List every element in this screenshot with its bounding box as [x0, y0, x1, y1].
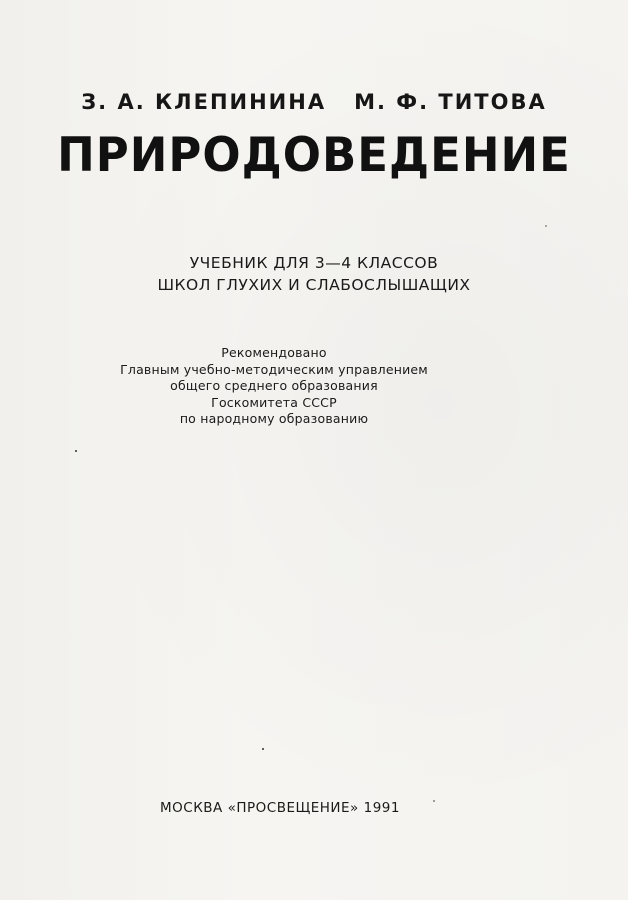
- publisher-imprint: МОСКВА «ПРОСВЕЩЕНИЕ» 1991: [160, 800, 400, 816]
- book-subtitle: [0, 252, 628, 296]
- subtitle-line-2: ШКОЛ ГЛУХИХ И СЛАБОСЛЫШАЩИХ: [157, 276, 471, 294]
- recommendation-line: Рекомендовано: [221, 345, 327, 360]
- paper-speck: [262, 748, 264, 750]
- paper-speck: [433, 800, 435, 802]
- recommendation-line: по народному образованию: [179, 411, 369, 426]
- author-titova: М. Ф. ТИТОВА: [354, 90, 547, 114]
- paper-speck: [545, 225, 547, 227]
- recommendation-line: Главным учебно-методическим управлением: [120, 361, 428, 377]
- book-title: ПРИРОДОВЕДЕНИЕ: [57, 126, 571, 183]
- recommendation-line: Госкомитета СССР: [211, 394, 337, 410]
- author-klepinina: З. А. КЛЕПИНИНА: [81, 90, 327, 114]
- paper-speck: [75, 450, 77, 452]
- recommendation-block: [0, 345, 548, 428]
- subtitle-line-1: УЧЕБНИК ДЛЯ 3—4 КЛАССОВ: [189, 254, 439, 272]
- recommendation-line: общего среднего образования: [170, 378, 378, 393]
- authors-line: [0, 90, 628, 114]
